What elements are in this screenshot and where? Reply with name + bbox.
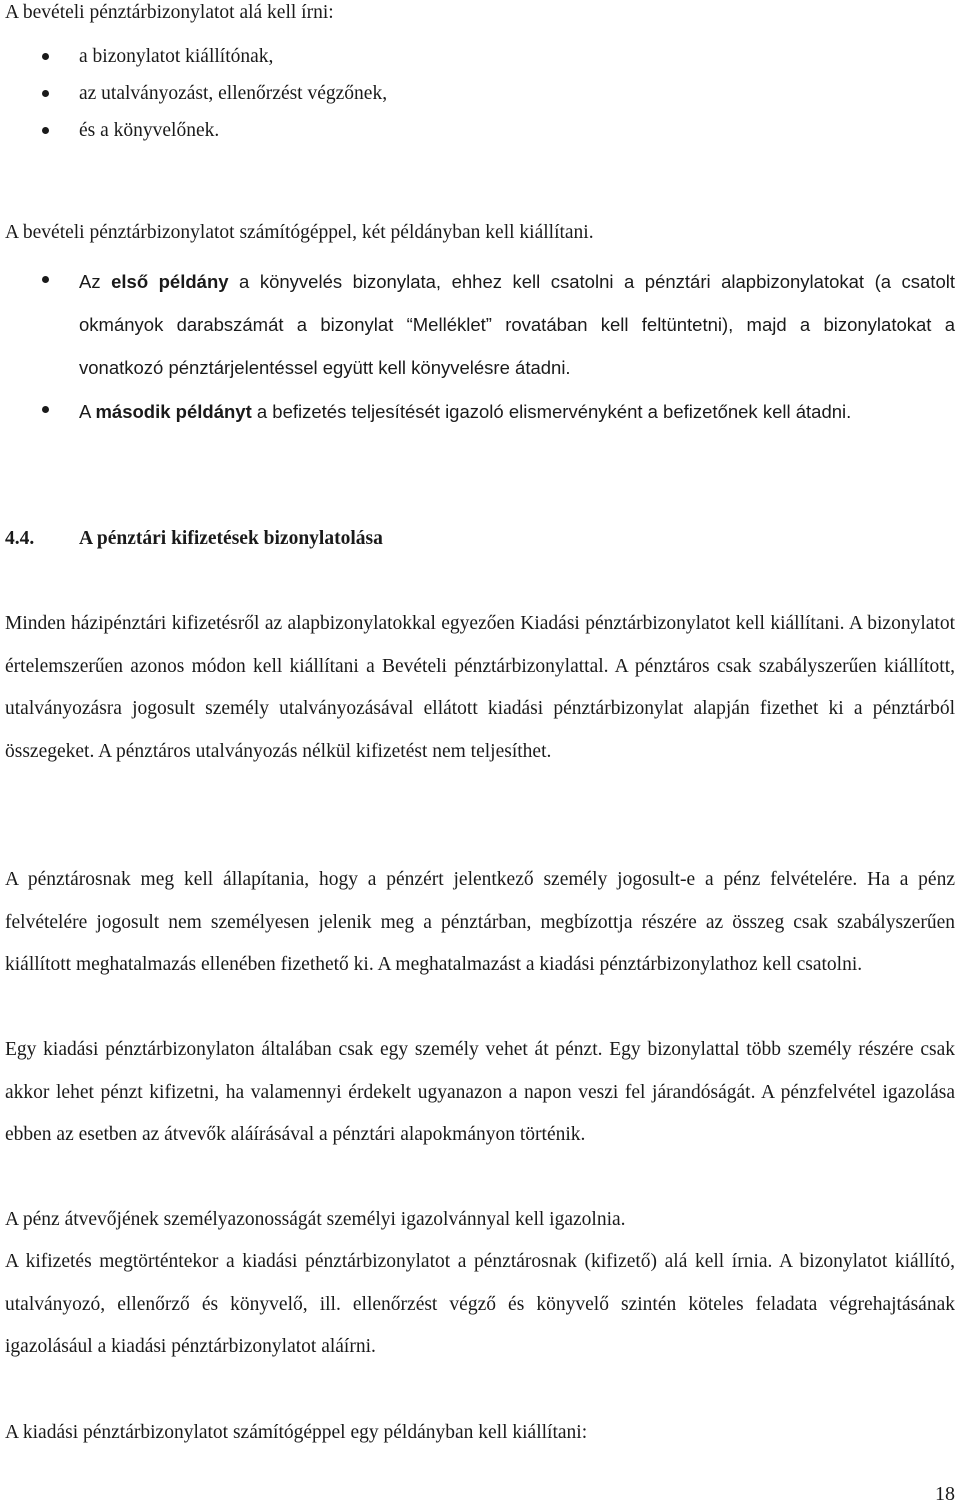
first-copy-text: Az első példány a könyvelés bizonylata, ehhez kell csatolni a pénztári alapbizonylatokat (a csatolt okmányok darabszámát a bizonylat “Melléklet” rovatában kell feltüntetni), majd a bizonylatokat a vonatkozó pénztárjelentéssel együtt kell könyvelésre átadni. [79,271,955,378]
paragraph-id-card: A pénz átvevőjének személyazonosságát személyi igazolvánnyal kell igazolnia. [5,1209,626,1230]
paragraph-multiple-recipients: Egy kiadási pénztárbizonylaton általában csak egy személy vehet át pénzt. Egy bizonylattal több személy részére csak akkor lehet pénzt kifizetni, ha valamennyi érdekelt ugyanazon a napon veszi fel járandóságát. A pénzfelvétel igazolása ebben az esetben az átvevők aláírásával a pénztári alapokmányon történik. [5,1039,955,1145]
list-item-text: és a könyvelőnek. [79,120,220,141]
list-item [0,75,960,112]
section-title: A pénztári kifizetések bizonylatolása [79,528,383,549]
signers-list [0,38,960,149]
section-heading [5,528,383,550]
signers-intro: A bevételi pénztárbizonylatot alá kell írni: [5,2,334,23]
emphasis-first-copy: első példány [111,271,229,292]
page-number: 18 [935,1483,955,1505]
paragraph-single-copy: A kiadási pénztárbizonylatot számítógéppel egy példányban kell kiállítani: [5,1422,588,1443]
emphasis-second-copy: második példányt [95,401,252,422]
list-item [0,112,960,149]
bullet-icon [42,90,49,97]
list-item-text: a bizonylatot kiállítónak, [79,46,274,67]
list-item [0,38,960,75]
bullet-icon [42,406,49,413]
list-item-text: az utalványozást, ellenőrzést végzőnek, [79,83,388,104]
copies-sentence: A bevételi pénztárbizonylatot számítógéppel, két példányban kell kiállítani. [5,222,594,243]
paragraph-payment-documents: Minden házipénztári kifizetésről az alapbizonylatokkal egyezően Kiadási pénztárbizonylatot kell kiállítani. A bizonylatot értelemszerűen azonos módon kell kiállítani a Bevételi pénztárbizonylattal. A pénztáros csak szabályszerűen kiállított, utalványozásra jogosult személy utalványozásával ellátott kiadási pénztárbizonylat alapján fizethet ki a pénztárból összegeket. A pénztáros utalványozás nélkül kifizetést nem teljesíthet. [5,613,955,762]
section-number: 4.4. [5,528,35,549]
paragraph-signatures: A kifizetés megtörténtekor a kiadási pénztárbizonylatot a pénztárosnak (kifizető) alá kell írnia. A bizonylatot kiállító, utalványozó, ellenőrző és könyvelő, ill. ellenőrzést végző és könyvelő szintén köteles feladata végrehajtásának igazolásául a kiadási pénztárbizonylatot aláírni. [5,1251,955,1357]
paragraph-identity-check: A pénztárosnak meg kell állapítania, hogy a pénzért jelentkező személy jogosult-e a pénz felvételére. Ha a pénz felvételére jogosult nem személyesen jelenik meg a pénztárban, megbízottja részére az összeg csak szabályszerűen kiállított meghatalmazás ellenében fizethető ki. A meghatalmazást a kiadási pénztárbizonylathoz kell csatolni. [5,869,955,975]
bullet-icon [42,53,49,60]
bullet-icon [42,127,49,134]
second-copy-text: A második példányt a befizetés teljesítését igazoló elismervényként a befizetőnek kell átadni. [79,401,852,422]
bullet-icon [42,276,49,283]
